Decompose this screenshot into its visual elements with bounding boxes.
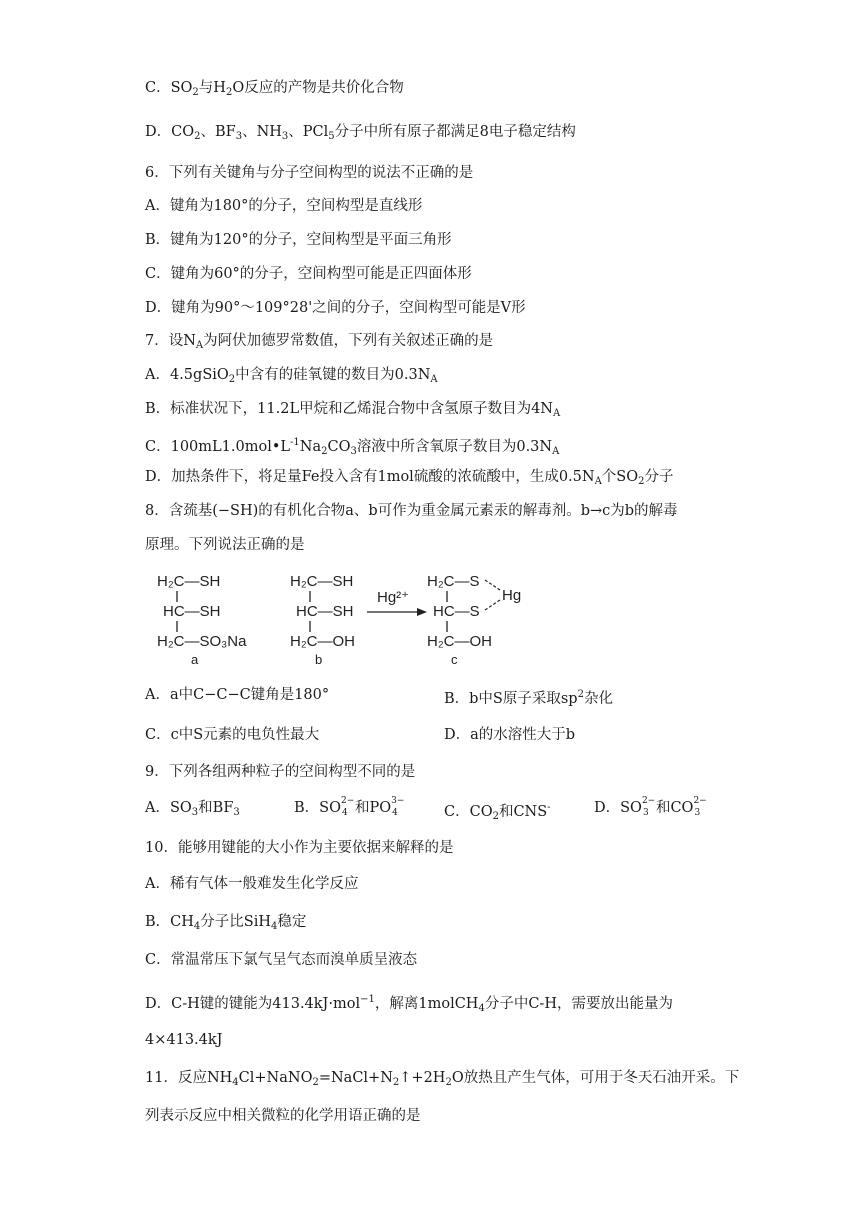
q11-stem-line-2: 列表示反应中相关微粒的化学用语正确的是	[145, 1108, 421, 1124]
q7c-sub-1: 2	[321, 446, 328, 457]
mol-c-row-2: HC—S	[433, 603, 480, 620]
q8b-text-1: B．b中S原子采取sp	[444, 691, 578, 707]
q6-option-a: A．键角为180°的分子，空间构型是直线形	[145, 198, 423, 214]
q5c-text-1: C．SO	[145, 80, 193, 96]
q9c-sub-1: 2	[492, 811, 499, 822]
q10b-text-2: 分子比SiH	[200, 914, 271, 930]
q9d-charge-2-top: 2−	[693, 796, 707, 806]
q9c-text-2: 和CNS	[498, 804, 548, 820]
q7d-sub-2: 2	[638, 476, 645, 487]
q10-option-c: C．常温常压下氯气呈气态而溴单质呈液态	[145, 952, 418, 968]
q9d-charge-1-bottom: 3	[642, 808, 649, 818]
q10-stem: 10．能够用键能的大小作为主要依据来解释的是	[145, 840, 454, 856]
q10d-text-3: 分子中C-H，需要放出能量为	[484, 996, 673, 1012]
q7c-sub-3: A	[552, 446, 560, 457]
q8-option-c: C．c中S元素的电负性最大	[145, 727, 320, 743]
q9a-text-1: A．SO	[145, 800, 192, 816]
q10b-text-3: 稳定	[277, 914, 307, 930]
q7-option-c	[145, 433, 559, 462]
q6-option-b: B．键角为120°的分子，空间构型是平面三角形	[145, 232, 452, 248]
q7c-text-4: 溶液中所含氧原子数目为0.3N	[356, 439, 553, 455]
q7c-text-3: CO	[327, 439, 351, 455]
q10-option-d-line-2: 4×413.4kJ	[145, 1032, 223, 1048]
q7-stem-sub: A	[195, 340, 204, 351]
q5-option-c	[145, 78, 404, 103]
q11-sub-2: 2	[312, 1077, 319, 1088]
q7c-text-2: Na	[299, 439, 322, 455]
q9b-text-2: 和PO	[354, 800, 392, 816]
q7-option-b	[145, 399, 560, 424]
q7-stem-2: 为阿伏加德罗常数值，下列有关叙述正确的是	[203, 333, 494, 349]
q9c-text-1: C．CO	[444, 804, 493, 820]
q7-option-a	[145, 365, 438, 390]
arrow-reagent: Hg²⁺	[377, 589, 410, 606]
q9b-charge-2-top: 3−	[391, 796, 405, 806]
reaction-arrow	[367, 589, 427, 616]
q8-stem-line-2: 原理。下列说法正确的是	[145, 537, 305, 553]
q9a-sub-1: 3	[191, 807, 199, 818]
q8-option-b	[444, 685, 613, 709]
q7a-sub-1: 2	[228, 374, 236, 385]
q10-option-d	[145, 990, 673, 1019]
q9d-charge-1-top: 2−	[641, 796, 656, 806]
q10d-sub-1: 4	[478, 1003, 485, 1014]
mol-c-label: c	[451, 652, 458, 667]
q10b-sub-2: 4	[271, 921, 278, 932]
q10d-sup: −1	[360, 994, 375, 1005]
mol-c-row-3: H₂C—OH	[427, 633, 492, 650]
q8-option-d: D．a的水溶性大于b	[444, 727, 576, 743]
q9d-charge-2-bottom: 3	[694, 808, 701, 818]
q7c-sub-2: 3	[350, 446, 357, 457]
molecule-b	[290, 573, 355, 667]
q10b-text-1: B．CH	[145, 914, 194, 930]
q7-stem-1: 7．设N	[145, 333, 196, 349]
mol-c-s-hg-bond-2	[485, 600, 500, 610]
mol-c-hg: Hg	[502, 587, 522, 604]
q7-option-d	[145, 467, 674, 492]
q5-option-d	[145, 122, 576, 147]
q9d-text-2: 和CO	[655, 800, 694, 816]
q7b-sub-1: A	[552, 408, 561, 419]
q5d-sub-3: 3	[281, 131, 289, 142]
q5c-sub-2: 2	[225, 87, 233, 98]
q9b-text-1: B．SO	[294, 800, 341, 816]
q7-stem	[145, 331, 493, 356]
q9d-charge-1	[642, 798, 656, 818]
q9d-text-1: D．SO	[594, 800, 642, 816]
q9a-text-2: 和BF	[198, 800, 234, 816]
mol-a-row-1: H₂C—SH	[157, 573, 221, 590]
mol-a-label: a	[191, 652, 199, 667]
q7c-text-1: C．100mL1.0mol•L	[145, 439, 291, 455]
mol-b-row-1: H₂C—SH	[290, 573, 354, 590]
q10d-text-1: D．C-H键的键能为413.4kJ·mol	[145, 996, 361, 1012]
q11-sub-4: 2	[445, 1077, 452, 1088]
q5d-sub-1: 2	[194, 131, 201, 142]
q11-text-1: 11．反应NH	[145, 1070, 233, 1086]
q7a-text-1: A．4.5gSiO	[145, 367, 229, 383]
q5c-text-2: 与H	[198, 80, 226, 96]
q9-stem: 9．下列各组两种粒子的空间构型不同的是	[145, 764, 416, 780]
q8-option-a: A．a中C−C−C键角是180°	[145, 687, 330, 703]
mol-b-row-3: H₂C—OH	[290, 633, 355, 650]
q5d-text-3: 、NH	[242, 124, 282, 140]
q9b-charge-2	[391, 798, 405, 818]
molecule-c	[427, 573, 521, 667]
mol-a-row-2: HC—SH	[163, 603, 221, 620]
q10b-sub-1: 4	[193, 921, 201, 932]
q7d-text-3: 分子	[644, 469, 674, 485]
q5d-text-1: D．CO	[145, 124, 195, 140]
q6-option-c: C．键角为60°的分子，空间构型可能是正四面体形	[145, 266, 472, 282]
q5d-text-4: 、PCl	[288, 124, 329, 140]
mol-b-row-2: HC—SH	[296, 603, 354, 620]
q11-stem-line-1	[145, 1068, 739, 1093]
q10d-text-2: ，解离1molCH	[374, 996, 479, 1012]
q9d-charge-2	[693, 798, 707, 818]
q7a-sub-2: A	[430, 374, 438, 385]
q8b-text-2: 杂化	[583, 691, 613, 707]
q11-text-3: =NaCl+N	[318, 1070, 393, 1086]
q8-stem-line-1: 8．含巯基(−SH)的有机化合物a、b可作为重金属元素汞的解毒剂。b→c为b的解毒	[145, 503, 678, 519]
mol-a-row-3: H₂C—SO₃Na	[157, 633, 247, 650]
q5d-sub-4: 5	[328, 131, 335, 142]
q7b-text-1: B．标准状况下，11.2L甲烷和乙烯混合物中含氢原子数目为4N	[145, 401, 553, 417]
q11-text-2: Cl+NaNO	[238, 1070, 313, 1086]
q11-sub-3: 2	[392, 1077, 400, 1088]
q5c-sub-1: 2	[192, 87, 199, 98]
q11-text-4: ↑+2H	[399, 1070, 446, 1086]
mol-c-s-hg-bond-1	[485, 580, 500, 590]
q5d-text-2: 、BF	[200, 124, 236, 140]
q7d-text-1: D．加热条件下，将足量Fe投入含有1mol硫酸的浓硫酸中，生成0.5N	[145, 469, 595, 485]
q9b-charge-1	[341, 798, 355, 818]
mol-c-row-1: H₂C—S	[427, 573, 480, 590]
arrow-head	[417, 608, 427, 616]
q7a-text-2: 中含有的硅氧键的数目为0.3N	[235, 367, 431, 383]
q9-option-d	[594, 798, 707, 818]
q10-option-a: A．稀有气体一般难发生化学反应	[145, 876, 359, 892]
q7d-text-2: 个SO	[601, 469, 639, 485]
q7d-sub-1: A	[594, 476, 602, 487]
q9b-charge-1-bottom: 4	[341, 808, 348, 818]
q6-stem: 6．下列有关键角与分子空间构型的说法不正确的是	[145, 165, 474, 181]
q8b-sup: 2	[577, 689, 584, 700]
q9-option-b	[294, 798, 405, 818]
q5d-sub-2: 3	[235, 131, 243, 142]
q9-option-c	[444, 798, 551, 827]
molecule-a	[157, 573, 247, 667]
q9b-charge-2-bottom: 4	[392, 808, 398, 818]
q5c-text-3: O反应的产物是共价化合物	[232, 80, 404, 96]
mol-b-label: b	[315, 652, 323, 667]
q11-text-5: O放热且产生气体，可用于冬天石油开采。下	[451, 1070, 740, 1086]
q9b-charge-1-top: 2−	[340, 796, 355, 806]
q5d-text-5: 分子中所有原子都满足8电子稳定结构	[334, 124, 576, 140]
q8-structure-figure	[155, 568, 535, 668]
q6-option-d: D．键角为90°～109°28'之间的分子，空间构型可能是V形	[145, 300, 526, 316]
q9-option-a	[145, 798, 240, 823]
q9a-sub-2: 3	[233, 807, 240, 818]
q11-sub-1: 4	[232, 1077, 239, 1088]
q10-option-b	[145, 912, 306, 937]
q7c-sup: -1	[290, 437, 300, 448]
q9c-sup: -	[547, 802, 551, 813]
